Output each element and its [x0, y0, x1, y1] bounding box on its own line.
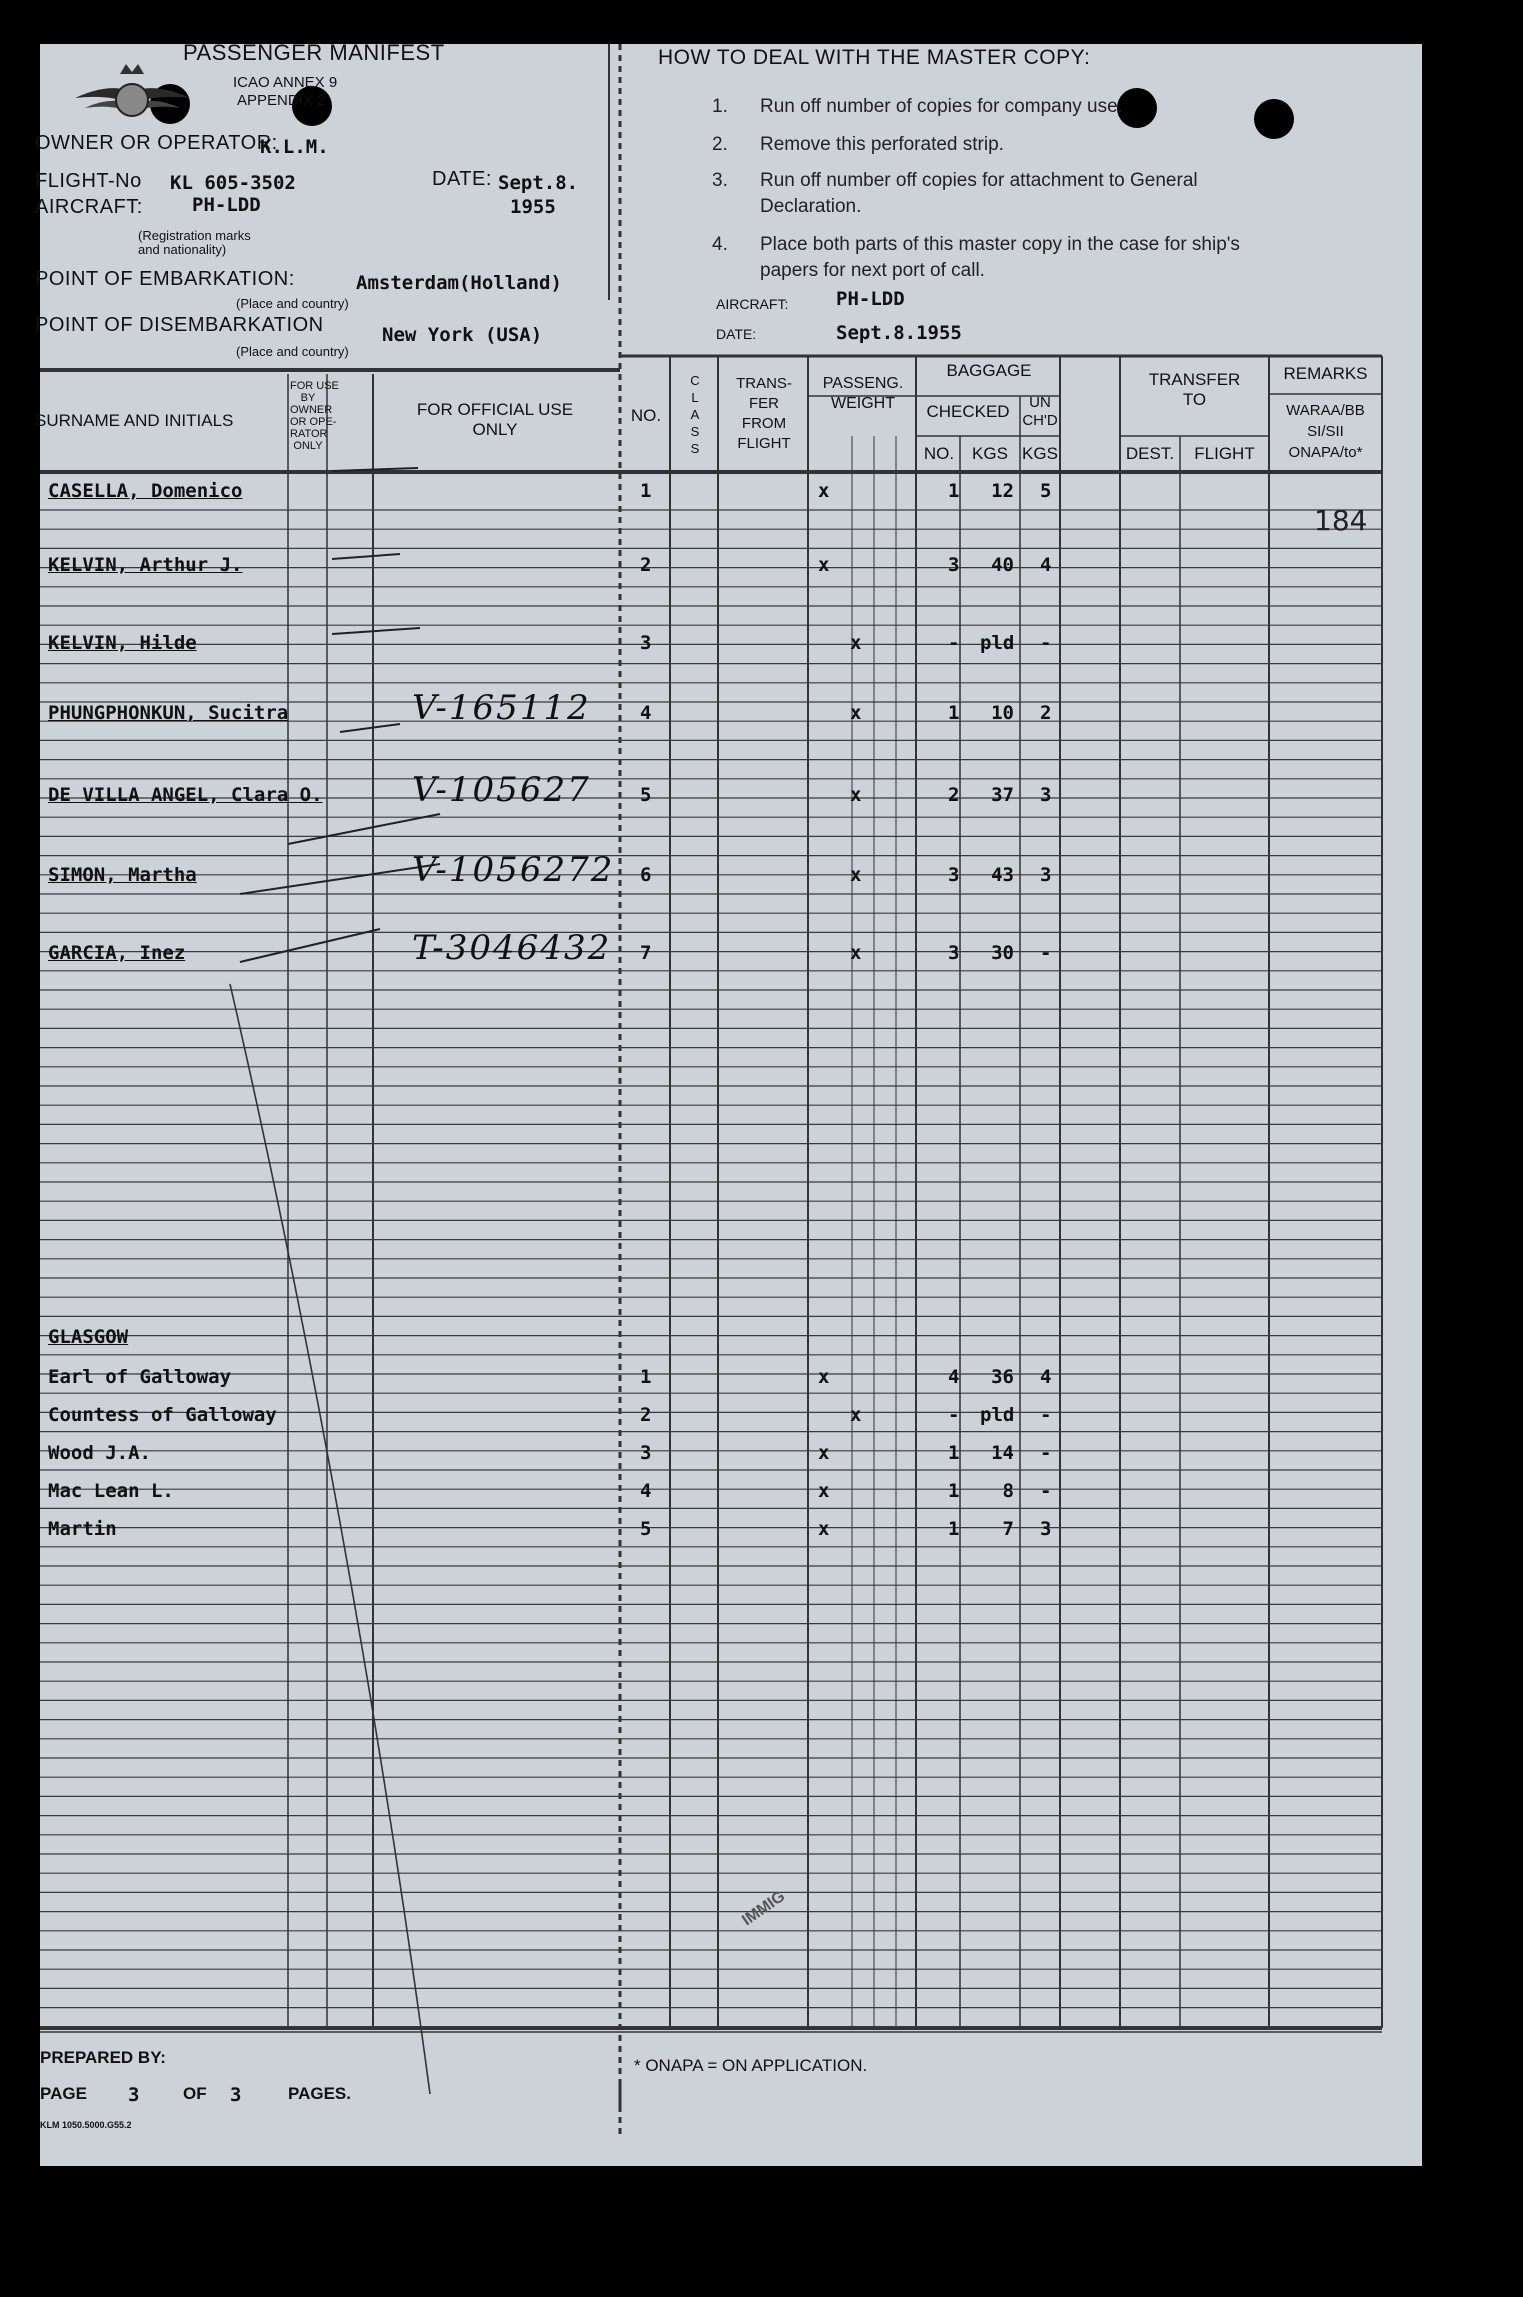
passenger-name: KELVIN, Arthur J.	[48, 554, 243, 576]
manifest-title: PASSENGER MANIFEST	[183, 40, 445, 65]
col-no: NO.	[630, 406, 662, 425]
bag-no: 3	[948, 942, 960, 964]
unchd-kgs: -	[1040, 1442, 1052, 1464]
bag-kgs: 30	[991, 942, 1014, 964]
unchd-kgs: -	[1040, 632, 1052, 654]
bag-kgs: 37	[991, 784, 1014, 806]
instr-date-label: DATE:	[716, 326, 757, 342]
instruction-text: Run off number off copies for attachment to General	[760, 170, 1198, 191]
col-checked: CHECKED	[926, 402, 1010, 421]
passenger-name: KELVIN, Hilde	[48, 632, 197, 654]
bag-kgs: 40	[991, 554, 1014, 576]
weight-mark: x	[818, 1366, 830, 1388]
col-passeng-weight	[810, 374, 916, 414]
bag-no: 1	[948, 480, 960, 502]
instruction-number: 3.	[712, 170, 728, 191]
passenger-no: 6	[640, 864, 652, 886]
col-class	[672, 372, 718, 457]
bag-no: 4	[948, 1366, 960, 1388]
bag-no: 3	[948, 864, 960, 886]
passenger-name: PHUNGPHONKUN, Sucitra	[48, 702, 289, 724]
instruction-number: 2.	[712, 134, 728, 155]
header-line: PASSENG.	[822, 375, 904, 392]
official-number: V-165112	[412, 688, 591, 728]
col-surname: SURNAME AND INITIALS	[35, 411, 234, 430]
passenger-name: Countess of Galloway	[48, 1404, 277, 1426]
header-line: OWNER	[290, 404, 333, 416]
page-label: PAGE	[40, 2084, 87, 2103]
bag-kgs: 36	[991, 1366, 1014, 1388]
passenger-no: 7	[640, 942, 652, 964]
date-label: DATE:	[432, 168, 492, 190]
flight-value: KL 605-3502	[170, 172, 296, 194]
unchd-kgs: 3	[1040, 784, 1052, 806]
passenger-no: 2	[640, 1404, 652, 1426]
col-unchd-kgs: KGS	[1022, 444, 1058, 463]
passenger-name: Wood J.A.	[48, 1442, 151, 1464]
instr-aircraft-label: AIRCRAFT:	[716, 296, 789, 312]
embark-note: (Place and country)	[236, 296, 349, 311]
bag-kgs: 10	[991, 702, 1014, 724]
embark-value: Amsterdam(Holland)	[356, 272, 562, 294]
aircraft-label: AIRCRAFT:	[35, 196, 143, 218]
passenger-name: Martin	[48, 1518, 117, 1540]
prepared-by-label: PREPARED BY:	[40, 2048, 166, 2067]
bag-no: 1	[948, 1442, 960, 1464]
flight-label: FLIGHT-No	[35, 170, 142, 192]
passenger-no: 2	[640, 554, 652, 576]
passenger-no: 1	[640, 480, 652, 502]
col-owner-use	[290, 380, 339, 452]
official-number: V-105627	[412, 770, 591, 810]
date-value: Sept.8.	[498, 172, 579, 194]
header-line: BY	[300, 392, 316, 404]
col-unchd	[1020, 394, 1060, 430]
weight-mark: x	[850, 1404, 862, 1426]
header-line: TO	[1182, 390, 1207, 409]
passenger-no: 4	[640, 1480, 652, 1502]
passenger-name: DE VILLA ANGEL, Clara O.	[48, 784, 323, 806]
instruction-text: Place both parts of this master copy in the case for ship's	[760, 234, 1240, 255]
header-line: S	[690, 441, 700, 456]
owner-value: K.L.M.	[260, 136, 329, 158]
header-line: OR OPE-	[290, 416, 337, 428]
weight-mark: x	[850, 784, 862, 806]
manifest-sheet	[35, 40, 1422, 2166]
header-line: CH'D	[1022, 412, 1058, 429]
instr-date-value: Sept.8.1955	[836, 322, 962, 344]
appendix: APPENDIX 2	[237, 92, 326, 109]
bag-kgs: 12	[991, 480, 1014, 502]
glasgow-heading: GLASGOW	[48, 1326, 129, 1348]
instruction-text: papers for next port of call.	[760, 260, 985, 281]
header-line: FER	[749, 395, 779, 412]
header-line: UN	[1029, 394, 1051, 411]
col-official-use	[375, 400, 615, 440]
header-line: A	[690, 407, 700, 422]
bag-kgs: pld	[980, 632, 1015, 654]
embark-label: POINT OF EMBARKATION:	[35, 268, 295, 290]
header-line: WEIGHT	[831, 395, 895, 412]
owner-label: OWNER OR OPERATOR:	[35, 132, 278, 154]
col-flight: FLIGHT	[1194, 444, 1255, 463]
page-num: 3	[128, 2084, 140, 2106]
passenger-no: 3	[640, 1442, 652, 1464]
bag-no: 1	[948, 702, 960, 724]
header-line: ONLY	[472, 420, 518, 439]
header-line: L	[691, 390, 699, 405]
bag-no: 3	[948, 554, 960, 576]
bag-kgs: 43	[991, 864, 1014, 886]
col-checked-no: NO.	[923, 444, 955, 463]
print-code: KLM 1050.5000.G55.2	[40, 2120, 132, 2130]
unchd-kgs: 3	[1040, 1518, 1052, 1540]
reg-note: and nationality)	[138, 242, 227, 257]
passenger-name: Earl of Galloway	[48, 1366, 232, 1388]
header-line: FLIGHT	[737, 435, 791, 452]
instructions-title: HOW TO DEAL WITH THE MASTER COPY:	[658, 46, 1091, 69]
weight-mark: x	[818, 1518, 830, 1540]
passenger-no: 5	[640, 1518, 652, 1540]
weight-mark: x	[850, 702, 862, 724]
weight-mark: x	[818, 1442, 830, 1464]
instruction-number: 4.	[712, 234, 728, 255]
header-line: FOR OFFICIAL USE	[416, 400, 574, 419]
header-line: FOR USE	[290, 380, 339, 392]
passenger-name: CASELLA, Domenico	[48, 480, 243, 502]
col-remarks: REMARKS	[1283, 364, 1368, 383]
immig-stamp: IMMIG	[739, 1887, 789, 1930]
weight-mark: x	[850, 864, 862, 886]
instr-aircraft-value: PH-LDD	[836, 288, 905, 310]
unchd-kgs: 3	[1040, 864, 1052, 886]
unchd-kgs: 4	[1040, 1366, 1052, 1388]
icao-annex: ICAO ANNEX 9	[233, 74, 338, 91]
header-line: ONLY	[293, 440, 323, 452]
disembark-note: (Place and country)	[236, 344, 349, 359]
passenger-name: GARCIA, Inez	[48, 942, 186, 964]
weight-mark: x	[818, 554, 830, 576]
unchd-kgs: 5	[1040, 480, 1052, 502]
onapa-note: * ONAPA = ON APPLICATION.	[634, 2056, 868, 2075]
header-line: ONAPA/to*	[1288, 444, 1363, 461]
header-line: FROM	[741, 415, 787, 432]
unchd-kgs: -	[1040, 942, 1052, 964]
passenger-no: 5	[640, 784, 652, 806]
bag-kgs: 7	[1002, 1518, 1014, 1540]
aircraft-value: PH-LDD	[192, 194, 261, 216]
weight-mark: x	[818, 1480, 830, 1502]
instruction-text: Remove this perforated strip.	[760, 134, 1004, 155]
col-remarks-sub	[1269, 400, 1382, 463]
header-line: S	[690, 424, 700, 439]
col-transfer-to	[1120, 370, 1269, 410]
col-checked-kgs: KGS	[972, 444, 1008, 463]
passenger-no: 3	[640, 632, 652, 654]
passenger-no: 4	[640, 702, 652, 724]
header-line: TRANS-	[736, 375, 792, 392]
col-dest: DEST.	[1125, 444, 1175, 463]
col-transfer-from	[720, 374, 808, 454]
of-label: OF	[183, 2084, 207, 2103]
weight-mark: x	[818, 480, 830, 502]
remark-184: 184	[1314, 504, 1368, 537]
bag-kgs: 8	[1002, 1480, 1014, 1502]
header-line: WARAA/BB	[1286, 402, 1365, 419]
passenger-no: 1	[640, 1366, 652, 1388]
bag-no: -	[948, 632, 960, 654]
instruction-text: Run off number of copies for company use.	[760, 96, 1123, 117]
disembark-value: New York (USA)	[382, 324, 543, 346]
disembark-label: POINT OF DISEMBARKATION	[35, 314, 324, 336]
unchd-kgs: -	[1040, 1480, 1052, 1502]
weight-mark: x	[850, 942, 862, 964]
bag-no: 1	[948, 1480, 960, 1502]
bag-kgs: 14	[991, 1442, 1014, 1464]
unchd-kgs: 2	[1040, 702, 1052, 724]
unchd-kgs: 4	[1040, 554, 1052, 576]
table-grid	[40, 44, 1422, 2166]
header-line: C	[690, 373, 700, 388]
header-line: SI/SII	[1307, 423, 1344, 440]
bag-no: 2	[948, 784, 960, 806]
reg-note: (Registration marks	[138, 228, 251, 243]
bag-no: 1	[948, 1518, 960, 1540]
bag-kgs: pld	[980, 1404, 1015, 1426]
official-number: T-3046432	[412, 928, 612, 968]
instruction-text: Declaration.	[760, 196, 862, 217]
instruction-number: 1.	[712, 96, 728, 117]
header-line: RATOR	[290, 428, 328, 440]
of-num: 3	[230, 2084, 242, 2106]
header-line: TRANSFER	[1148, 370, 1241, 389]
passenger-name: Mac Lean L.	[48, 1480, 174, 1502]
pages-label: PAGES.	[288, 2084, 351, 2103]
official-number: V-1056272	[412, 850, 615, 890]
weight-mark: x	[850, 632, 862, 654]
passenger-name: SIMON, Martha	[48, 864, 197, 886]
bag-no: -	[948, 1404, 960, 1426]
col-baggage: BAGGAGE	[946, 361, 1032, 380]
unchd-kgs: -	[1040, 1404, 1052, 1426]
date-year: 1955	[510, 196, 556, 218]
